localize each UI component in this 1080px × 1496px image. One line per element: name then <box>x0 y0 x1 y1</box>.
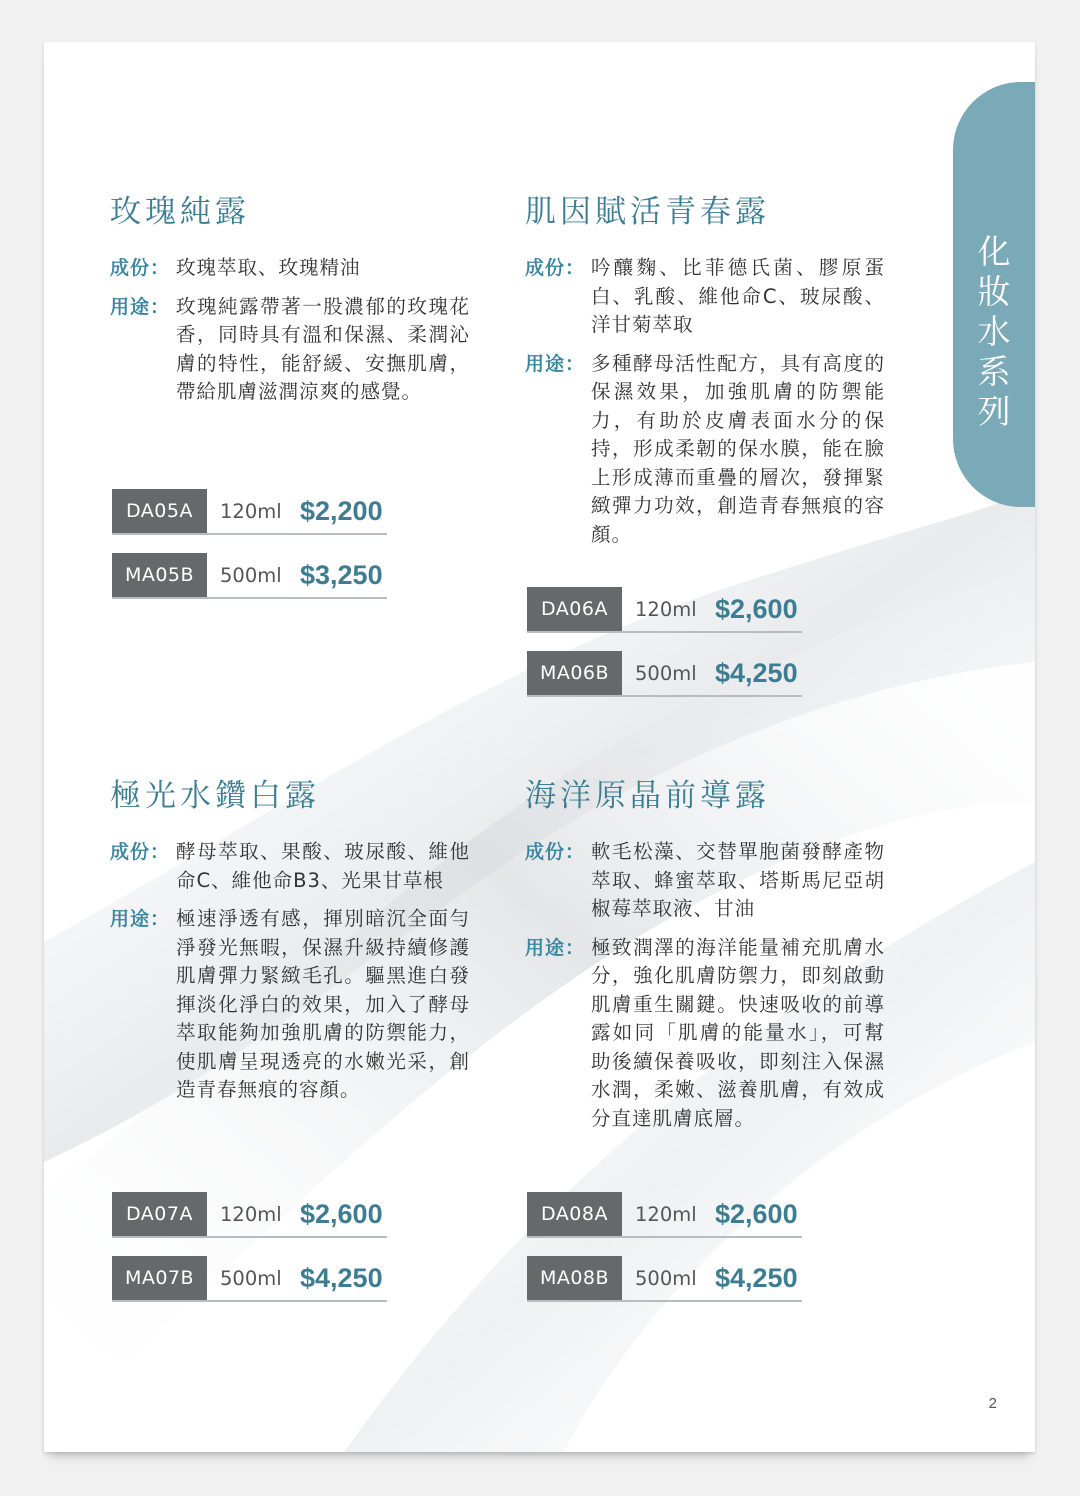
product-volume: 120ml <box>220 499 282 523</box>
product-title: 肌因賦活青春露 <box>525 194 770 230</box>
price-list <box>527 587 802 715</box>
price-list <box>112 1192 387 1320</box>
product-price: $3,250 <box>300 559 383 590</box>
usage-text: 極速淨透有感，揮別暗沉全面勻淨發光無暇，保濕升級持續修護肌膚彈力緊緻毛孔。驅黑進白發揮淡化淨白的效果，加入了酵母萃取能夠加強肌膚的防禦能力，使肌膚呈現透亮的水嫩光采，創造青春無痕的容顏。 <box>176 907 470 1101</box>
product-code: DA07A <box>112 1192 207 1236</box>
usage-row <box>525 350 885 550</box>
product-price: $2,600 <box>300 1198 383 1229</box>
price-row <box>112 553 387 599</box>
product-price: $2,600 <box>715 593 798 624</box>
ingredients-text: 吟釀麴、比菲德氏菌、膠原蛋白、乳酸、維他命C、玻尿酸、洋甘菊萃取 <box>591 256 885 336</box>
ingredients-text: 玫瑰萃取、玫瑰精油 <box>176 256 361 279</box>
ingredients-label: 成份： <box>110 841 171 863</box>
product-price: $4,250 <box>300 1262 383 1293</box>
usage-label: 用途： <box>525 352 586 375</box>
price-list <box>112 489 387 617</box>
product-volume: 500ml <box>635 1266 697 1290</box>
price-row <box>527 1256 802 1302</box>
ingredients-label: 成份： <box>525 257 586 279</box>
product-code: MA07B <box>112 1256 207 1300</box>
product-code: DA08A <box>527 1192 622 1236</box>
usage-row <box>110 293 470 407</box>
product-volume: 120ml <box>635 1202 697 1226</box>
usage-label: 用途： <box>110 295 171 318</box>
usage-text: 多種酵母活性配方，具有高度的保濕效果，加強肌膚的防禦能力，有助於皮膚表面水分的保持，形成柔韌的保水膜，能在臉上形成薄而重疊的層次，發揮緊緻彈力功效，創造青春無痕的容顏。 <box>591 351 885 546</box>
product-volume: 500ml <box>220 1266 282 1290</box>
price-row <box>527 587 802 633</box>
product-volume: 500ml <box>635 661 697 685</box>
product-code: MA08B <box>527 1256 622 1300</box>
ingredients-label: 成份： <box>525 841 586 863</box>
price-row <box>527 651 802 697</box>
product-card <box>110 774 470 1115</box>
usage-label: 用途： <box>525 936 586 959</box>
ingredients-row <box>110 254 470 283</box>
ingredients-row <box>525 254 885 340</box>
usage-label: 用途： <box>110 908 171 930</box>
price-row <box>527 1192 802 1238</box>
ingredients-row <box>525 838 885 924</box>
catalog-page <box>44 42 1035 1452</box>
product-price: $4,250 <box>715 657 798 688</box>
price-list <box>527 1192 802 1320</box>
product-code: DA05A <box>112 489 207 533</box>
product-title: 極光水鑽白露 <box>110 778 320 814</box>
product-code: MA06B <box>527 651 622 695</box>
product-title: 玫瑰純露 <box>110 194 250 230</box>
product-code: MA05B <box>112 553 207 597</box>
product-price: $2,200 <box>300 495 383 526</box>
price-row <box>112 1256 387 1302</box>
product-price: $4,250 <box>715 1262 798 1293</box>
page-number: 2 <box>988 1395 997 1412</box>
usage-row <box>525 934 885 1134</box>
ingredients-row <box>110 838 470 895</box>
series-title: 化妝水系列 <box>977 232 1011 431</box>
ingredients-text: 酵母萃取、果酸、玻尿酸、維他命C、維他命B3、光果甘草根 <box>176 840 470 892</box>
ingredients-label: 成份： <box>110 257 171 279</box>
product-volume: 500ml <box>220 563 282 587</box>
price-row <box>112 489 387 535</box>
product-code: DA06A <box>527 587 622 631</box>
product-card <box>525 190 885 559</box>
usage-row <box>110 905 470 1105</box>
product-volume: 120ml <box>635 597 697 621</box>
product-card <box>110 190 470 417</box>
product-volume: 120ml <box>220 1202 282 1226</box>
product-title: 海洋原晶前導露 <box>525 778 770 814</box>
series-side-tab <box>953 82 1035 507</box>
ingredients-text: 軟毛松藻、交替單胞菌發酵產物萃取、蜂蜜萃取、塔斯馬尼亞胡椒莓萃取液、甘油 <box>591 840 885 920</box>
product-price: $2,600 <box>715 1198 798 1229</box>
usage-text: 玫瑰純露帶著一股濃郁的玫瑰花香，同時具有溫和保濕、柔潤沁膚的特性，能舒緩、安撫肌膚，帶給肌膚滋潤涼爽的感覺。 <box>176 294 470 403</box>
price-row <box>112 1192 387 1238</box>
product-card <box>525 774 885 1143</box>
usage-text: 極致潤澤的海洋能量補充肌膚水分，強化肌膚防禦力，即刻啟動肌膚重生關鍵。快速吸收的前導露如同「肌膚的能量水」，可幫助後續保養吸收，即刻注入保濕水潤，柔嫩、滋養肌膚，有效成分直達肌膚底層。 <box>591 935 885 1130</box>
